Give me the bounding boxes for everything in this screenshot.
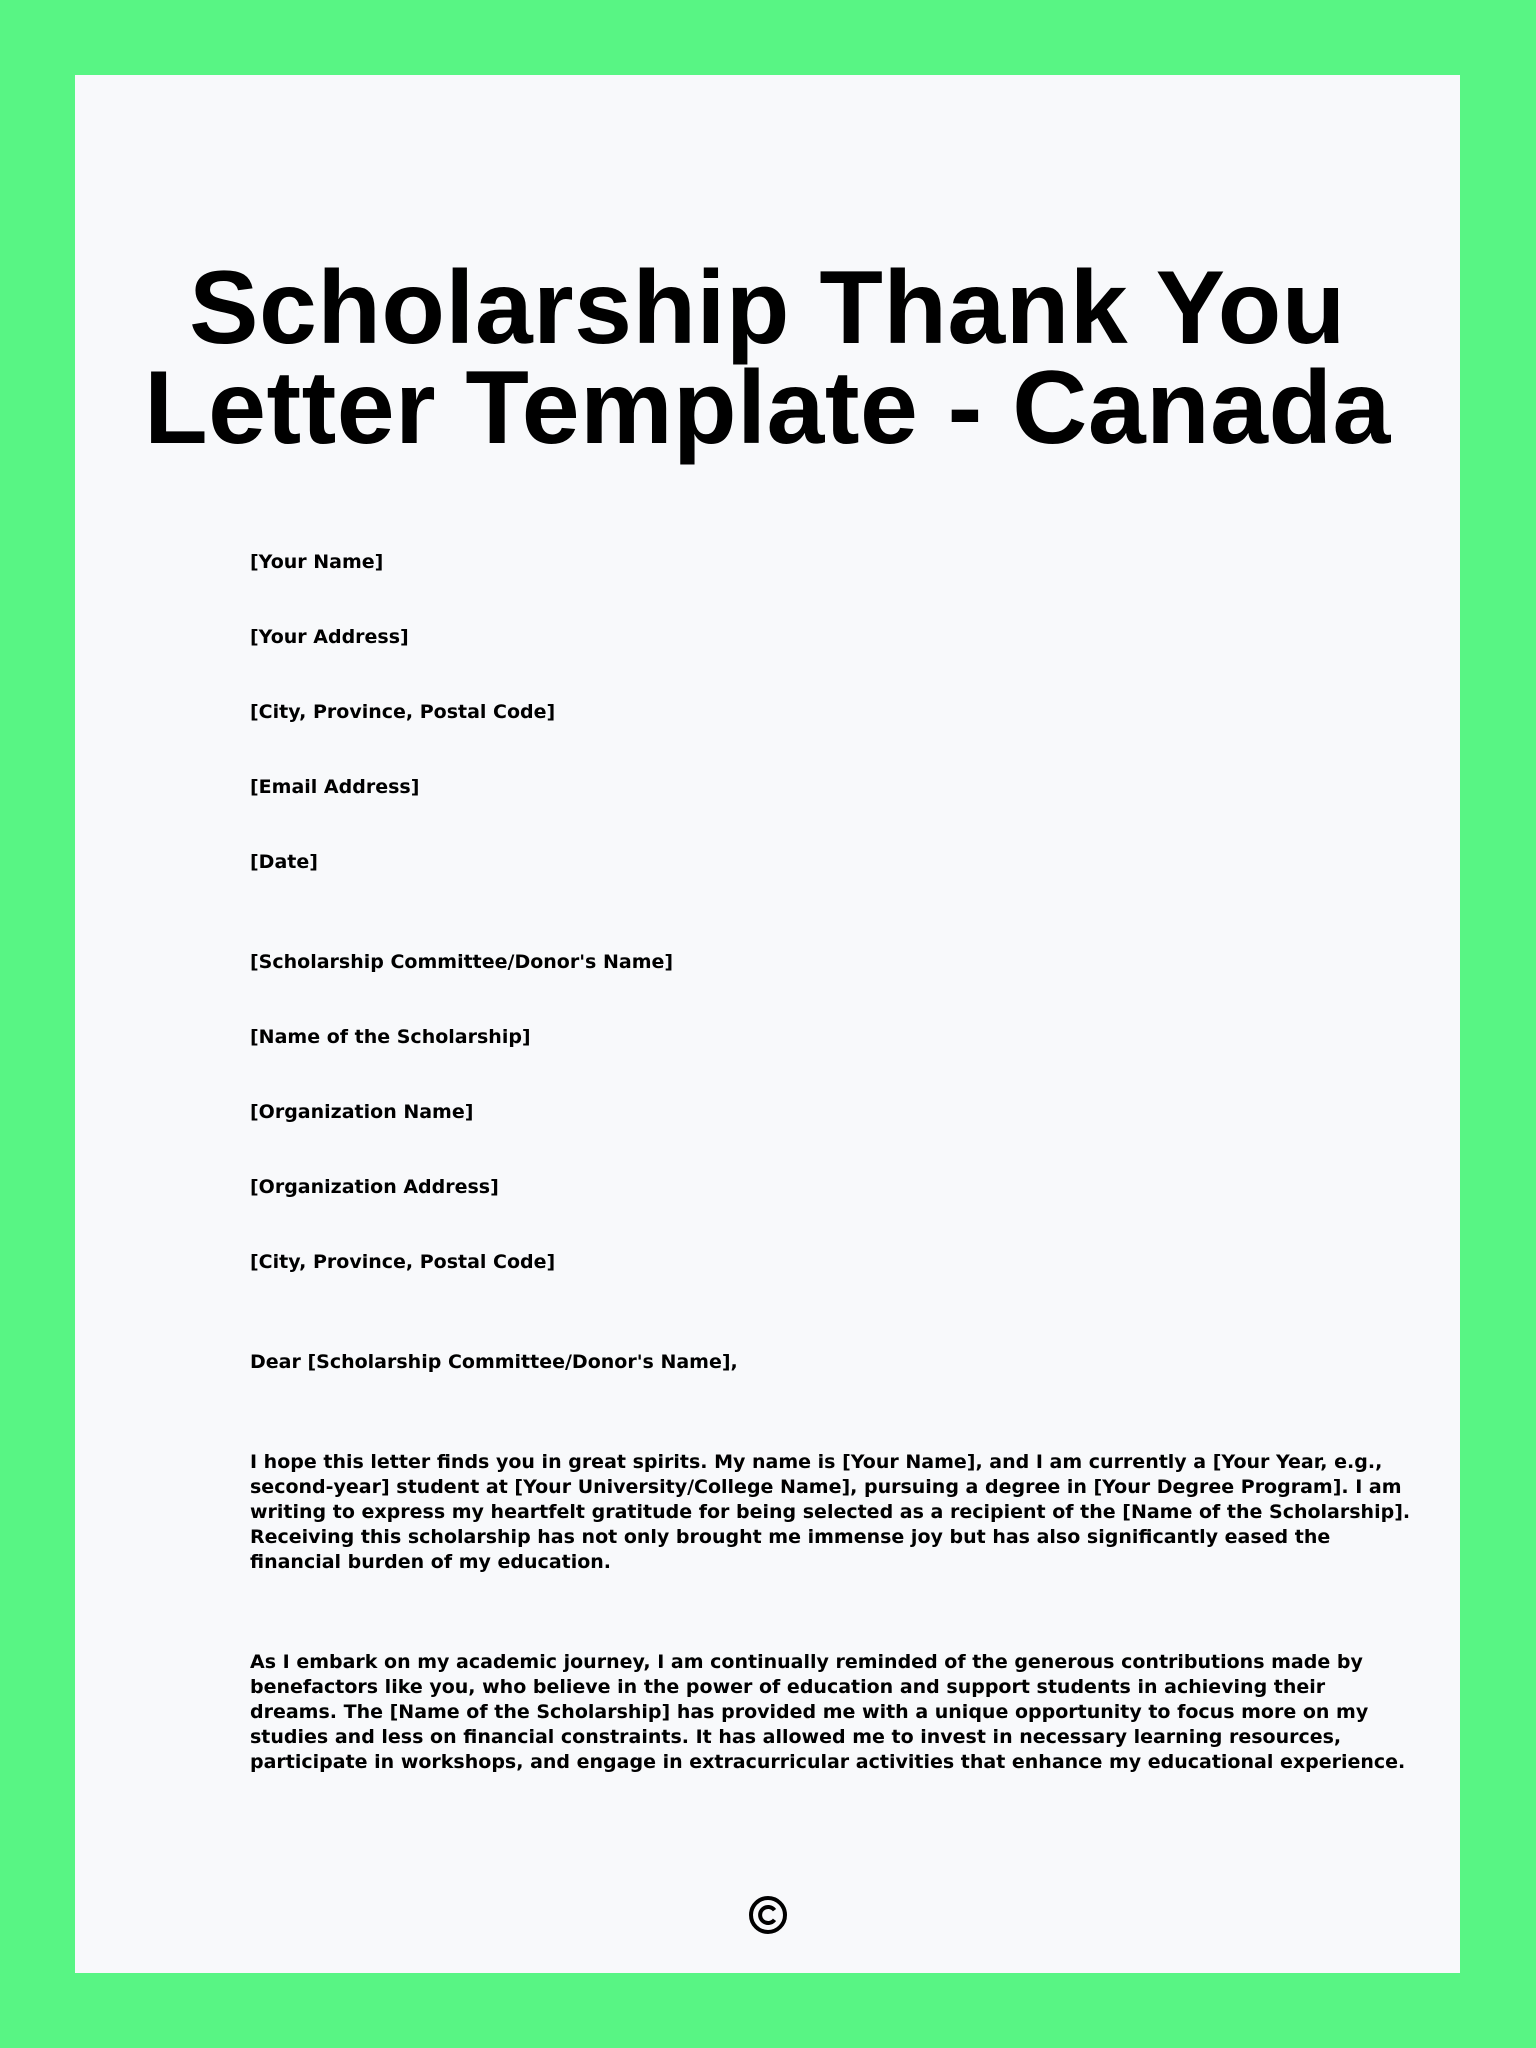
- title-line-2: Letter Template - Canada: [144, 350, 1391, 466]
- recipient-city: [City, Province, Postal Code]: [250, 1251, 556, 1273]
- page-title: [75, 250, 1460, 466]
- paragraph-2-line: dreams. The [Name of the Scholarship] has provided me with a unique opportunity to focus more on my: [250, 1701, 1369, 1723]
- paragraph-1-line: I hope this letter finds you in great spirits. My name is [Your Name], and I am currently a [Your Year, e.g.,: [250, 1451, 1383, 1473]
- paragraph-2-line: studies and less on financial constraints. It has allowed me to invest in necessary learning resources,: [250, 1726, 1342, 1748]
- paragraph-1-line: financial burden of my education.: [250, 1551, 612, 1573]
- paragraph-1-line: writing to express my heartfelt gratitude for being selected as a recipient of the [Name of the Scholarship].: [250, 1501, 1411, 1523]
- recipient-scholarship: [Name of the Scholarship]: [250, 1026, 531, 1048]
- letter-date: [Date]: [250, 851, 318, 873]
- paragraph-2: [250, 1650, 1406, 1775]
- paragraph-2-line: benefactors like you, who believe in the power of education and support students in achieving their: [250, 1676, 1326, 1698]
- copyright-icon: [75, 1895, 1460, 1940]
- letter-page: [75, 75, 1460, 1973]
- paragraph-2-line: As I embark on my academic journey, I am continually reminded of the generous contributions made by: [250, 1651, 1363, 1673]
- recipient-organization: [Organization Name]: [250, 1101, 474, 1123]
- sender-city: [City, Province, Postal Code]: [250, 701, 556, 723]
- paragraph-1-line: second-year] student at [Your University/College Name], pursuing a degree in [Your Degree Program]. I am: [250, 1476, 1402, 1498]
- sender-name: [Your Name]: [250, 551, 384, 573]
- paragraph-2-line: participate in workshops, and engage in extracurricular activities that enhance my educational experience.: [250, 1751, 1406, 1773]
- recipient-name: [Scholarship Committee/Donor's Name]: [250, 951, 674, 973]
- paragraph-1: [250, 1450, 1411, 1575]
- sender-address: [Your Address]: [250, 626, 409, 648]
- recipient-org-address: [Organization Address]: [250, 1176, 499, 1198]
- title-line-1: Scholarship Thank You: [189, 250, 1346, 366]
- sender-email: [Email Address]: [250, 776, 420, 798]
- salutation: Dear [Scholarship Committee/Donor's Name],: [250, 1351, 738, 1373]
- paragraph-1-line: Receiving this scholarship has not only brought me immense joy but has also significantly eased the: [250, 1526, 1331, 1548]
